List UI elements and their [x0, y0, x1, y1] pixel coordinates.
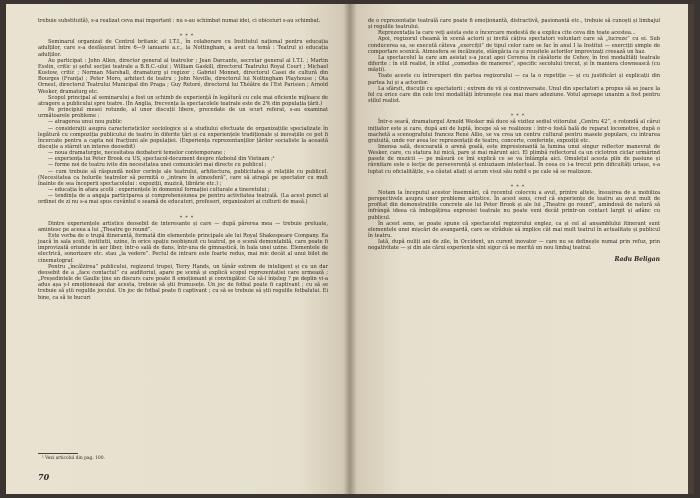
page-number: 70 [38, 472, 50, 482]
paragraph: de o reprezentație teatrală care poate fi emoționantă, distractivă, pasionantă etc., trebuie să cunoști și limbajul și regulile teatrului. [368, 18, 660, 31]
paragraph: Dintre experiențele artistice deosebit de interesante și care — după părerea mea — trebuie preluate, amintesc pe aceea a lui „Theatre go round”. [38, 220, 328, 233]
right-page-text-column [368, 18, 660, 466]
paragraph: — atragerea unui nou public [48, 119, 122, 126]
paragraph: — considerații asupra caracteristicilor sociologice și a studiului efectuate de organizațiile specializate în legătură cu compoziția publicului de teatru în diferite țări și cu experiențele tradiționale și inovațiile ce pot fi încercate pentru a capta noi fracțiuni ale populației. (Experiența reprezentanților țărilor socialiste la această discuție a stârnit un interes deosebit) [38, 125, 328, 150]
left-page-text-column [38, 18, 328, 466]
paragraph: — forme noi de teatru ivite din necesitatea unei comunicări mai directe cu publicul ; [48, 162, 267, 169]
spacer [368, 175, 660, 184]
paragraph: Pentru „încălzirea” publicului, regizorul trupei, Terry Hands, un tânăr extrem de inteligent și cu un dar deosebit de a „face contactul” cu auditoriul, apare pe scenă și explică scopul reprezentației care urmează ; „Președintele de Gaulle ține un discurs care poate fi emoționant și convingător. Ce să-l înțeleg ? pe deplin vi-a adus așa ș-l emoționează dar acesta, trebuie să știi frumusețe. Un joc de fotbal poate fi captivant ; cu să se trebuie să știi regulile jocului. Un joc de fotbal poate fi captivant ; cu să se trebuie să știi regulile fotbalului. Ei bine, ca să te bucuri [38, 263, 328, 301]
section-separator: *** [510, 183, 528, 190]
paragraph: — tendința de a angaja participarea și comprehensiunea pe pentru activitatea teatrală. (La acest punct al ordinei de zi nu s-a mai spus cuvântul o seamă de educatori, profesori, organizatori ai culturii de masă.) [38, 193, 328, 206]
paragraph: trebuie substituită), s-a realizat ceva mai important : nu s-au schimbat numai idei, ci obiceiuri s-au schimbat. [38, 18, 321, 24]
paragraph: Iată, după nuliți ani de zile, în Occident, un curent inovator — care nu se definește numai prin refuz, prin negativitate — și din ale cărui experiențe sînt sigur că se merită un nou limbaj teatral. [368, 239, 660, 252]
right-page [350, 4, 694, 494]
section-separator: *** [510, 113, 528, 120]
paragraph: Imensa sală, descoarată o arenă goală, este impresionantă la lumina unui singur reflector manevrat de Wesker, care, cu statura lui mică, pare și mai mărunt aici. El plimbă reflectorul ca un ciclotron ciclar urmărind pasele de muzicii — pe măsură ce îmi explică ce se va întâmpla aici. Omulețul acesta plin de pasiune și râvnitare este o lecție de perseverență și entuziasm intelectual. În ceea ce i-a trecut prin dificultăți uriașe, s-a luptat cu oficialitățile, s-a căutat aliați și acum visul său nobil e pe cale să se realizeze. [368, 143, 660, 175]
paragraph: — noua dramaturgie, necesitatea dezbaterii temelor contemporane ; [48, 150, 226, 157]
author-signature: Radu Beligan [614, 256, 660, 264]
paragraph: Este vorba de o trupă itinerantă, formată din elementele principale ale lui Royal Shakespeare Company. Ea joacă în sala școli, institutii, uzine, în orice spațiu neobișnuit cu teatrul, pe o scenă demontabilă, care poate fi improvizată oriunde în aer liber, într-o sală de dans, într-una de gimnastică, în hala unei uzine. Elementele de electrică, sonorizare etc. stau „la vedere”. Pectul de intrare este foarte redus, mai mic decât al unui bilet de cinematograf. [38, 233, 328, 264]
left-page [6, 4, 350, 494]
paragraph: Notam la începutul acestor însemnări, că recentul colocviu a avut, printre altele, însușirea de a mobiliza perspectivele asupra unor probleme artistice. În acest sens, cred că experiențe de teatru au avut mult de profitat din demonstrațiile concrete ale lui Peter Brook și ale lui „Theatre go round”, amindouă de natură să înfrângă ideea că îmbogățirea expresiei teatrale nu poate veni decât printr-un contact largit și adânc cu publicul. [368, 189, 660, 221]
paragraph: Toate aceste cu întreruperi din partea regizorului — ca la o repetiție — și cu justificări și explicații din partea lui și a actorilor. [368, 73, 660, 86]
section-separator: *** [179, 33, 197, 40]
paragraph: Au participat : John Allen, director general al teatrelor ; Jean Darcante, secretar general al I.T.I. ; Martin Esslin, critic și șeful secției teatrale a B.B.C.-ului ; William Gaskill, directorul Teatrului Royal Court ; Michael Kustow, critic ; Norman Marshall, dramaturg și regizor ; Gabriel Monnet, directorul Casei de cultură din Bourges (Franța) ; Peter Moro, arhitect de teatru ; John Neville, directorul lui Nottingham Playhouse ; Ota Ornest, directorul Teatrului Municipal din Praga ; Guy Retoré, directorul lui Théâtre de l’Est Parisien ; Arnold Wesker, dramaturg etc. [38, 57, 328, 95]
book-spread [6, 4, 694, 494]
spacer [38, 24, 328, 33]
paragraph: Într-o seară, dramaturgul Arnold Wesker mă duce să vizitez sediul viitorului „Centru 42”, o rotondă al cărui inițiator este și care, după ani de luptă, începe să se realizeze : într-o fostă hală de reparat locomotive, după o machetă a scenografului francez René Allio, se va crea un centru cultural pentru masele populare, cu intrarea gratuită, unde vor avea loc reprezentații de teatru, concerte, conferințe, expoziții etc. [368, 119, 660, 144]
section-separator: *** [179, 214, 197, 221]
paragraph: Seminarul organizat de Centrul britanic al I.T.I., în colaborare cu Institutul național pentru educația adulților, care s-a desfășurat între 6—9 ianuarie a.c., la Nottingham, a avut ca temă : Teatrul și educația adulților. [38, 39, 328, 58]
footnote: ¹ Vezi articolul din pag. 100. [42, 456, 105, 461]
paragraph: — experiența lui Peter Brook cu US, spectacol-document despre războiul din Vietnam ;¹ [48, 156, 275, 163]
footnote-rule [38, 453, 78, 454]
paragraph: În acest sens, se poate spune că spectacolul regizorului englez, ca și cel al ansamblului itinerant sunt elementele unei mișcări de avangardă, care se străduie să implice cât mai mult teatrul în actualitate și publicul în teatru. [368, 220, 660, 239]
paragraph: Scopul principal al seminarului a fost un schimb de experiență în legătură cu cele mai eficiente mijloace de atragere a publicului spre teatre. (În Anglia, frecvența la spectacolele teatrale este de 2% din populația țării.) [38, 94, 328, 107]
spacer [38, 206, 328, 215]
paragraph: Reprezentația la care veți asista este o încercare modestă de a explica cite ceva din toate acestea... [378, 30, 636, 37]
book-edge [688, 4, 694, 494]
paragraph: La spectacolul la care am asistat s-a jucat apoi Cererea în căsătorie de Cehov, în trei modalități teatrale diferite : în stil realist, în stilul „comedies de maneres”, specific secolului trecut, și în maniera clownească (cu măști). [368, 54, 660, 74]
paragraph: Apoi, regizorul cheamă în scenă actorii și invită câțiva spectatori voluntari care să „lucreze” cu ei. Sub conducerea sa, se execută câteva „exerciții” de tipul celor care se fac în anul I la Institut — exerciții simple de comportare scenică. Atmosfera se încălzește, stângăcia ca și reușitele actorilor improvizați creează un haz. [368, 36, 660, 55]
spacer [368, 104, 660, 113]
paragraph: Pe principiul mesei rotunde, al unor discuții libere, precedate de un scurt referat, s-au examinat următoarele probleme : [38, 107, 328, 120]
paragraph: — educația în afara școlii : experiențele în domeniul formației culturale a tineretului ; [48, 187, 270, 194]
paragraph: La sfârșit, discuții cu spectatorii ; extrem de vii și controversate. Unul din spectatori a propus să se joace la fel cu orice care din cele trei modalități întrunește cea mai mare adeziune. Votul aproape unanim a fost pentru stilul realist. [368, 85, 660, 105]
paragraph: — cum trebuie să răspundă noilor cerințe ale teatrului, arhitectura, publicitatea și relațiile cu publicul. (Necesitatea ca holurile teatrelor să permită o „intrare în atmosferă”, care să atragă pe spectator cu mult înainte de sea începerii spectacolului : expoziții, muzică, librărie etc.) ; [38, 168, 328, 187]
